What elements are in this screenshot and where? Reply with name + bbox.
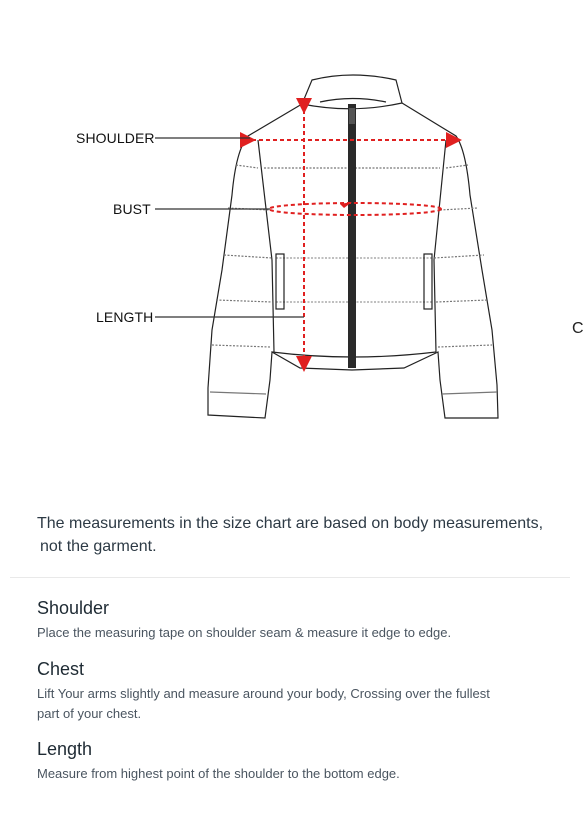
edge-character: C <box>572 320 584 337</box>
divider <box>10 577 570 578</box>
length-title: Length <box>37 739 93 759</box>
length-section <box>37 738 557 784</box>
length-description: Measure from highest point of the shoulder to the bottom edge. <box>37 766 400 781</box>
size-chart-note-line1: The measurements in the size chart are based on body measurements, <box>37 515 544 532</box>
size-chart-note <box>37 512 557 558</box>
zipper <box>348 104 356 368</box>
chest-description-line1: Lift Your arms slightly and measure around your body, Crossing over the fullest <box>37 686 490 701</box>
chest-description-line2: part of your chest. <box>37 706 142 721</box>
chest-section <box>37 658 557 724</box>
size-chart-note-line2: not the garment. <box>40 538 157 555</box>
bust-label: BUST <box>113 201 151 217</box>
length-label: LENGTH <box>96 309 154 325</box>
chest-title: Chest <box>37 659 85 679</box>
shoulder-section <box>37 597 557 643</box>
shoulder-description: Place the measuring tape on shoulder seam & measure it edge to edge. <box>37 625 452 640</box>
chest-description <box>37 684 557 724</box>
callout-lines <box>155 138 304 317</box>
shoulder-title: Shoulder <box>37 598 110 618</box>
shoulder-label: SHOULDER <box>76 130 155 146</box>
zipper-pull <box>349 108 355 124</box>
